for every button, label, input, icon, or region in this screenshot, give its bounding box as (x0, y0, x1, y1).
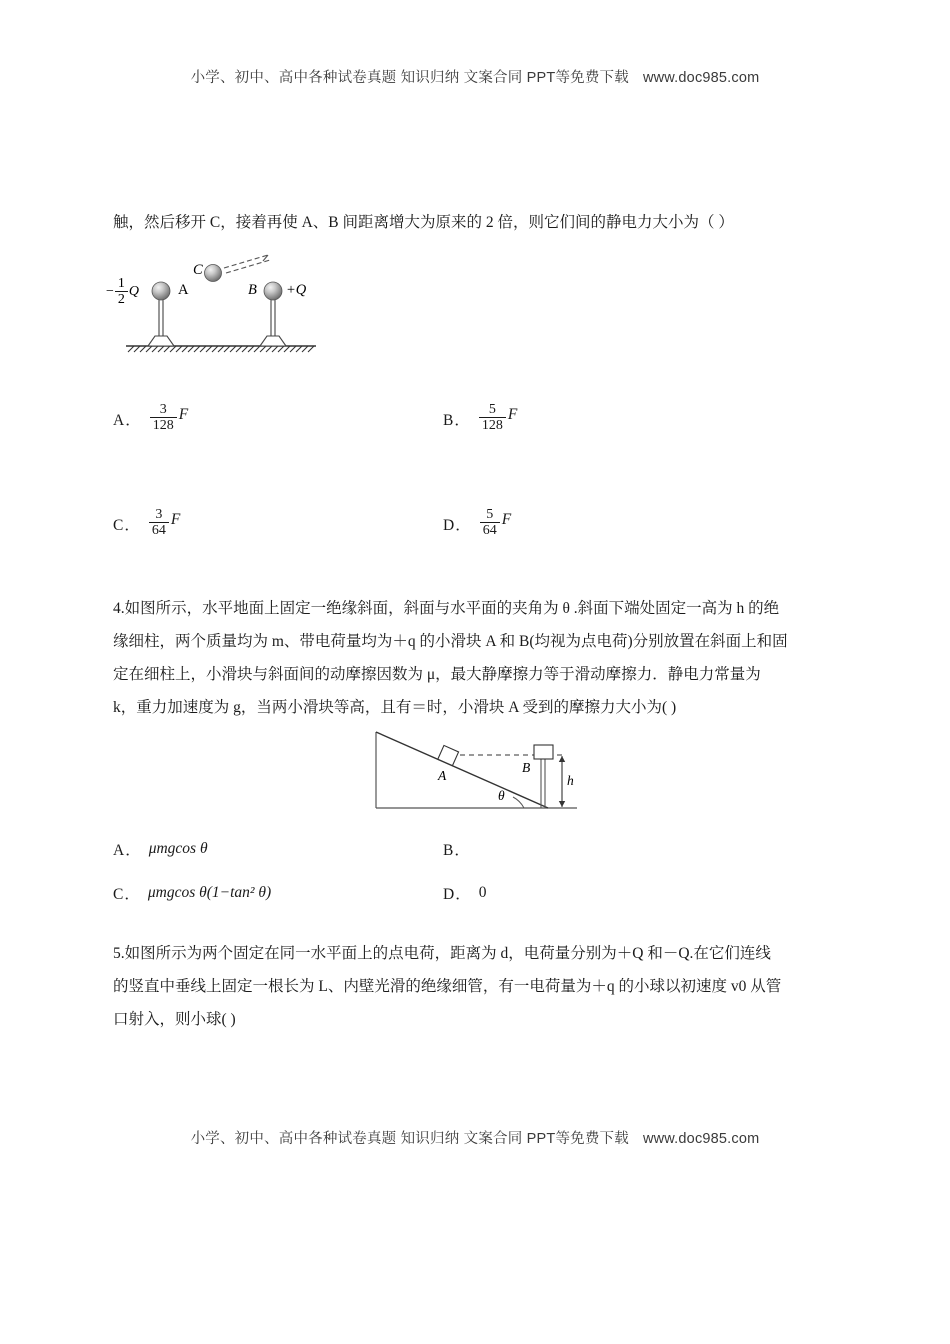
left-post-label: A (178, 282, 189, 298)
angle-label: θ (498, 788, 505, 803)
fraction-d: $\frac{5}{64}$ (480, 507, 500, 539)
question4-figure (372, 728, 587, 820)
option-d-formula: 0 (478, 884, 487, 901)
question5-line-3: 口射入，则小球( ) (113, 1011, 236, 1028)
fraction-c: $\frac{3}{64}$ (149, 507, 169, 539)
header-watermark (0, 66, 950, 87)
question4-line-3: 定在细柱上，小滑块与斜面间的动摩擦因数为 μ，最大静摩擦力等于滑动摩擦力．静电力常量为 (113, 666, 761, 683)
question4-option-d[interactable]: D． 0 (443, 884, 487, 903)
option-a-formula: μmgcos θ (148, 840, 208, 857)
right-post-label: B (248, 282, 257, 298)
question5-text (113, 937, 855, 1036)
header-watermark-url: www.doc985.com (642, 70, 760, 86)
question4-option-a[interactable]: A． μmgcos θ (113, 840, 208, 859)
question5-line-2: 的竖直中垂线上固定一根长为 L、内壁光滑的绝缘细管，有一电荷量为＋q 的小球以初速度 v0 从管 (113, 978, 782, 995)
question3-option-c[interactable]: C． $\frac{3}{64}$ F (113, 507, 181, 538)
block-b-label: B (522, 760, 531, 775)
question3-figure (108, 252, 428, 364)
question4-option-c[interactable]: C． μmgcos θ(1−tan² θ) (113, 884, 272, 903)
question4-text (113, 592, 855, 724)
question3-option-b[interactable]: B． $\frac{5}{128}$ F (443, 402, 518, 433)
footer-watermark-text: 小学、初中、高中各种试卷真题 知识归纳 文案合同 PPT等免费下载 (190, 1131, 629, 1147)
height-label: h (567, 773, 574, 788)
question3-continuation-text: 触，然后移开 C，接着再使 A、B 间距离增大为原来的 2 倍，则它们间的静电力大小为（ ） (113, 214, 734, 231)
block-a-label: A (438, 768, 447, 783)
question4-option-b[interactable]: B． (443, 842, 471, 859)
question4-line-1: 4.如图所示，水平地面上固定一绝缘斜面，斜面与水平面的夹角为 θ .斜面下端处固定一高为 h 的绝 (113, 600, 780, 617)
left-charge-label: − $\frac{1}{2}$ Q (106, 276, 140, 307)
option-c-formula: μmgcos θ(1−tan² θ) (147, 884, 272, 901)
footer-watermark (0, 1127, 950, 1148)
right-charge-label: +Q (286, 282, 307, 298)
question3-option-d[interactable]: D． $\frac{5}{64}$ F (443, 507, 512, 538)
header-watermark-text: 小学、初中、高中各种试卷真题 知识归纳 文案合同 PPT等免费下载 (190, 70, 629, 86)
question5-line-1: 5.如图所示为两个固定在同一水平面上的点电荷，距离为 d，电荷量分别为＋Q 和－Q.在它们连线 (113, 945, 771, 962)
fraction-b: $\frac{5}{128}$ (479, 402, 506, 434)
fraction-a: $\frac{3}{128}$ (150, 402, 177, 434)
question4-line-4: k，重力加速度为 g，当两小滑块等高，且有＝时，小滑块 A 受到的摩擦力大小为( ) (113, 699, 677, 716)
moving-charge-label: C (193, 262, 203, 278)
question3-option-a[interactable]: A． $\frac{3}{128}$ F (113, 402, 189, 433)
question4-line-2: 缘细柱，两个质量均为 m、带电荷量均为＋q 的小滑块 A 和 B(均视为点电荷)分别放置在斜面上和固 (113, 633, 788, 650)
footer-watermark-url: www.doc985.com (642, 1131, 760, 1147)
